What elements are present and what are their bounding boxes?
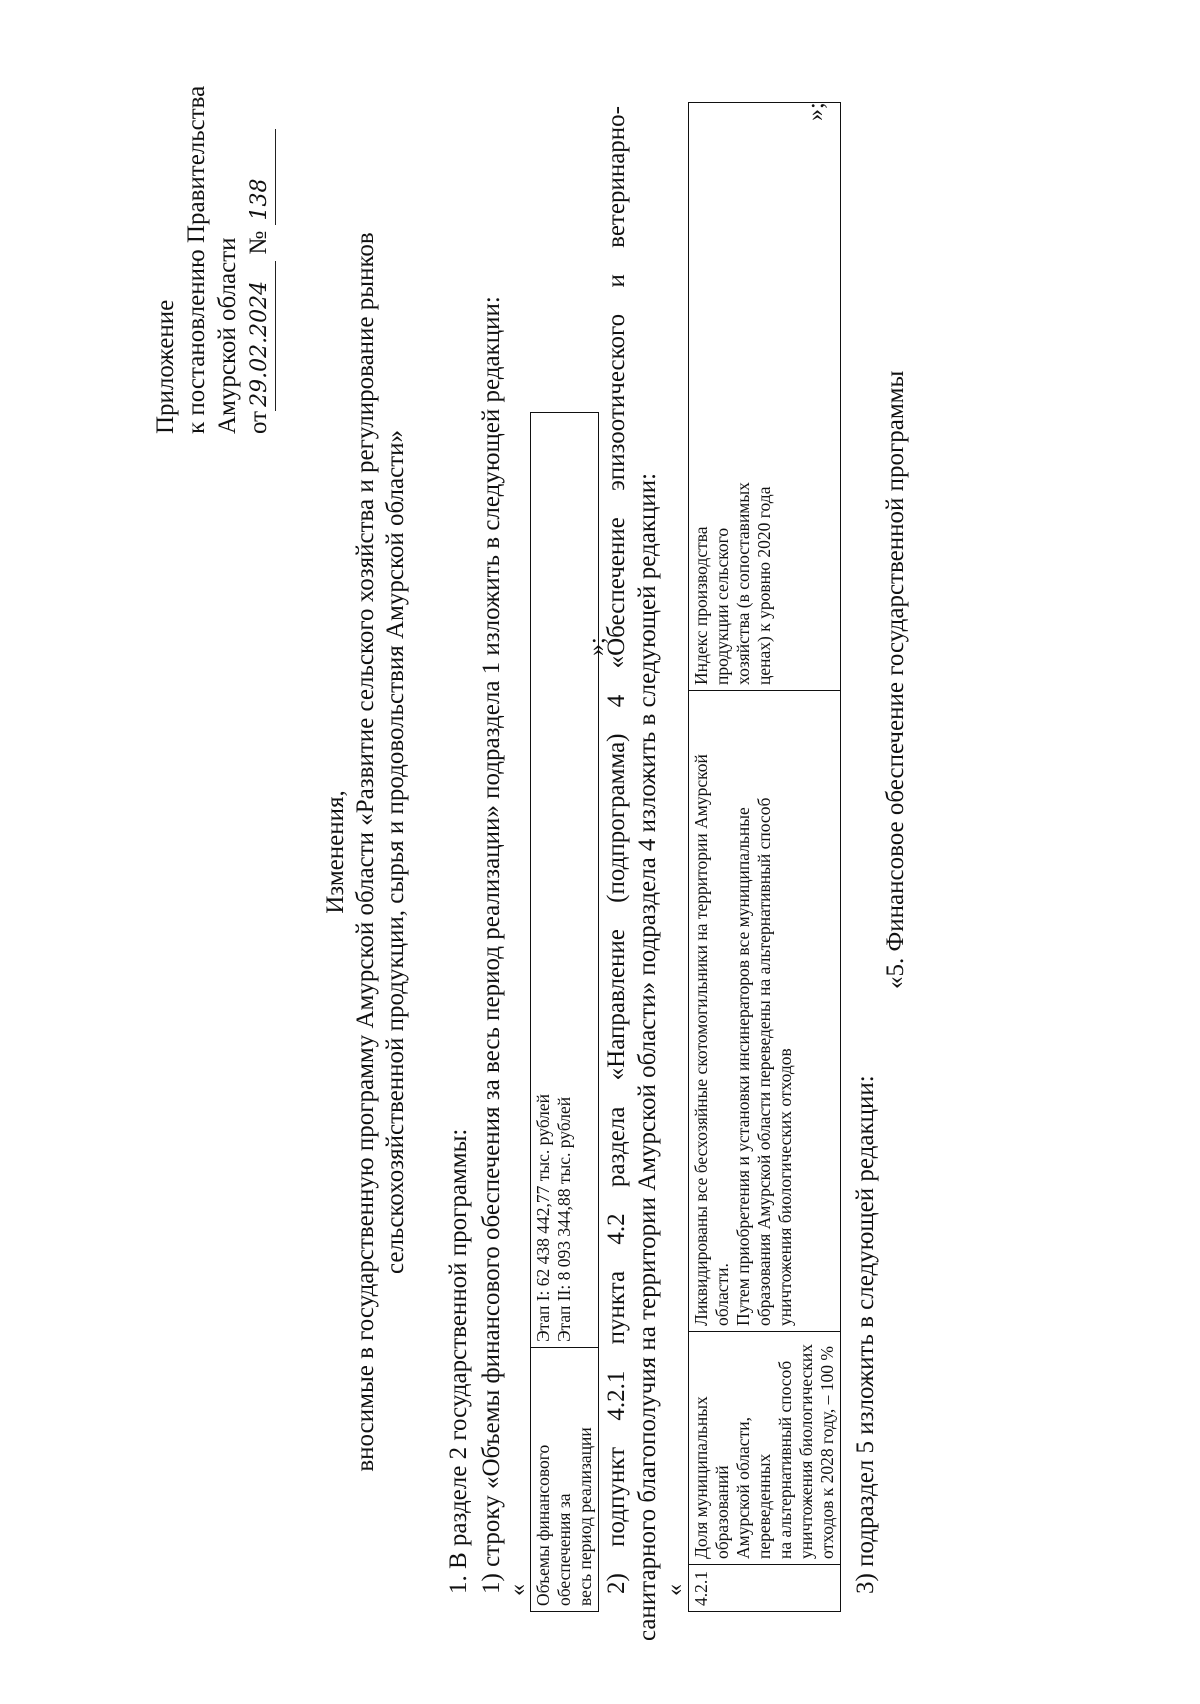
item1-open-quote: « [505, 1584, 531, 1596]
doc-title-line3: сельскохозяйственной продукции, сырья и продовольствия Амурской области» [382, 429, 409, 1275]
item2-line1: 2) подпункт 4.2.1 пункта 4.2 раздела «Направление (подпрограмма) 4 «Обеспечение эпизоотического и ветеринарно- [603, 106, 630, 1594]
result-line: Ликвидированы все бесхозяйные скотомогильники на территории Амурской [691, 754, 711, 1326]
funding-value-cell [531, 413, 599, 1348]
index-cell [689, 103, 841, 691]
funding-stage1: Этап I: 62 438 442,77 тыс. рублей [533, 1093, 553, 1342]
doc-title-line2: вносимые в государственную программу Амурской области «Развитие сельского хозяйства и регулирование рынков [352, 232, 379, 1472]
appendix-label: Приложение [152, 299, 179, 434]
row-number-cell: 4.2.1 [689, 1565, 841, 1612]
result-line: области. [712, 1263, 732, 1326]
appendix-line2: к постановлению Правительства [183, 85, 210, 434]
doc-title: Изменения, [322, 790, 349, 914]
item2-close-quote: »; [803, 102, 829, 121]
handwritten-date: 29.02.2024 [244, 261, 276, 411]
appendix-line3: Амурской области [214, 237, 241, 434]
result-line: уничтожения биологических отходов [775, 1048, 795, 1326]
appendix-date-line [243, 86, 276, 434]
funding-label-l2: весь период реализации [575, 1427, 595, 1606]
item3-line2: «5. Финансовое обеспечение государственной программы [882, 370, 909, 989]
indicator-line: отходов к 2028 году, – 100 % [817, 1345, 837, 1559]
item2-line2: санитарного благополучия на территории Амурской области» подраздела 4 изложить в следующей редакции: [634, 472, 661, 1641]
result-line: образования Амурской области переведены на альтернативный способ [754, 797, 774, 1326]
indicator-line: Доля муниципальных образований [691, 1396, 732, 1559]
result-cell [689, 691, 841, 1332]
number-label: № [245, 230, 272, 255]
index-line: хозяйства (в сопоставимых [733, 482, 753, 685]
item2-open-quote: « [662, 1584, 688, 1596]
handwritten-number: 138 [244, 129, 276, 225]
table-row [531, 413, 599, 1612]
funding-label-l1: Объемы финансового обеспечения за [533, 1444, 574, 1606]
table-row [689, 103, 841, 1612]
item1-heading: 1. В разделе 2 государственной программы: [445, 1128, 472, 1594]
indicator-cell [689, 1332, 841, 1565]
subprogram-table [688, 102, 841, 1612]
item1-sub1: 1) строку «Объемы финансового обеспечения за весь период реализации» подраздела 1 изложить в следующей редакции: [478, 296, 505, 1594]
funding-table [530, 412, 599, 1612]
indicator-line: Амурской области, переведенных [733, 1417, 774, 1559]
index-line: продукции сельского [712, 527, 732, 685]
item3-line1: 3) подраздел 5 изложить в следующей редакции: [852, 1075, 879, 1594]
item1-close-quote: »; [584, 637, 610, 656]
indicator-line: на альтернативный способ [775, 1360, 795, 1559]
index-line: ценах) к уровню 2020 года [754, 486, 774, 685]
appendix-header [150, 86, 276, 434]
result-line: Путем приобретения и установки инсинераторов все муниципальные [733, 807, 753, 1326]
from-prefix: от [245, 410, 272, 434]
funding-label-cell [531, 1348, 599, 1612]
funding-stage2: Этап II: 8 093 344,88 тыс. рублей [554, 1096, 574, 1342]
indicator-line: уничтожения биологических [796, 1344, 816, 1559]
index-line: Индекс производства [691, 526, 711, 685]
